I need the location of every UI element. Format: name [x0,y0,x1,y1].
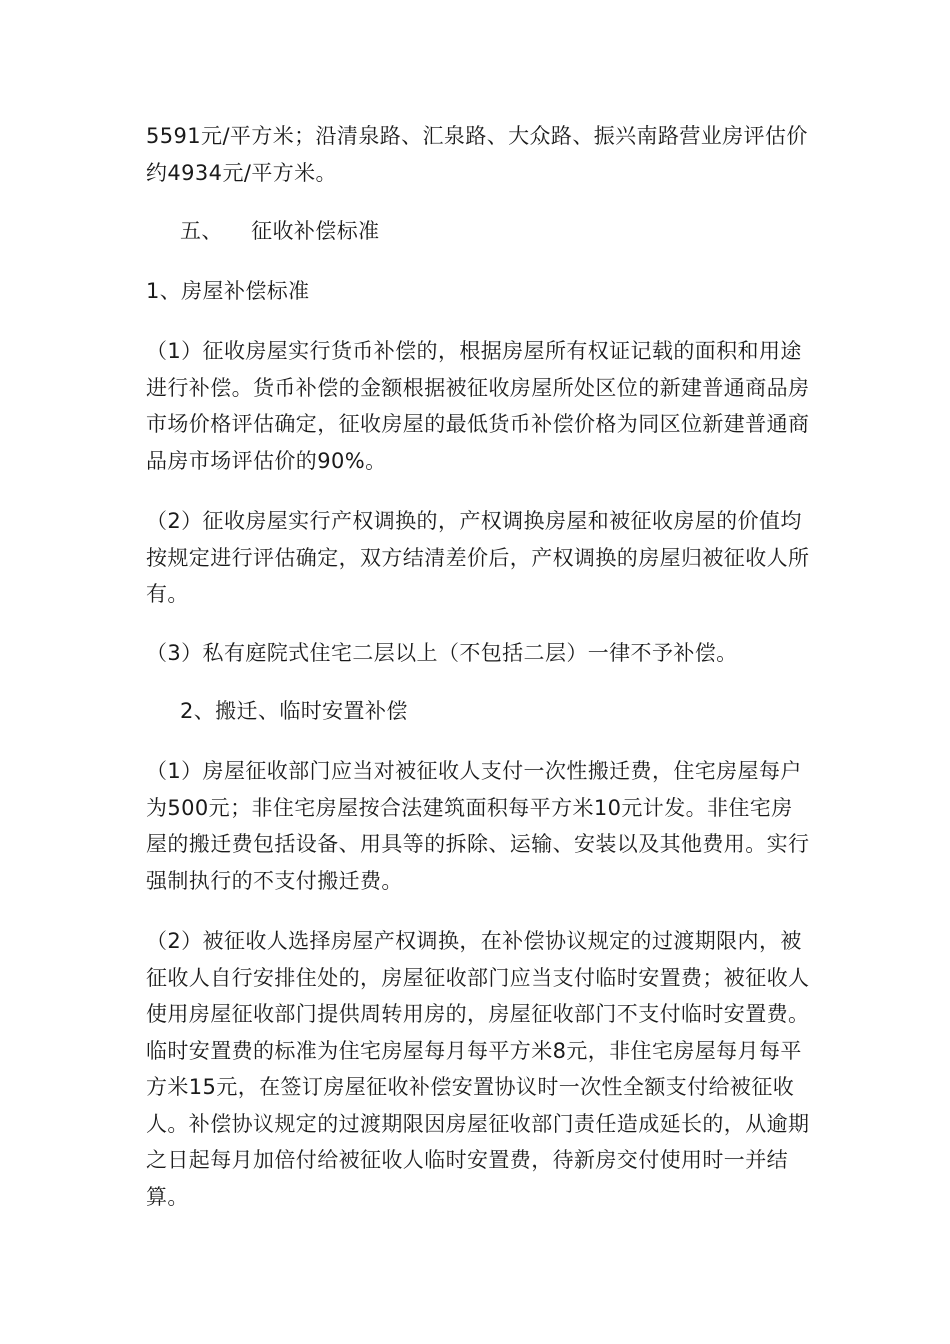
paragraph-temporary-housing-fee: （2）被征收人选择房屋产权调换，在补偿协议规定的过渡期限内，被征收人自行安排住处的，房屋征收部门应当支付临时安置费；被征收人使用房屋征收部门提供周转用房的，房屋征收部门不支付临时安置费。临时安置费的标准为住宅房屋每月每平方米8元，非住宅房屋每月每平方米15元，在签订房屋征收补偿安置协议时一次性全额支付给被征收人。补偿协议规定的过渡期限因房屋征收部门责任造成延长的，从逾期之日起每月加倍付给被征收人临时安置费，待新房交付使用时一并结算。 [146,929,810,1209]
paragraph-property-exchange: （2）征收房屋实行产权调换的，产权调换房屋和被征收房屋的价值均按规定进行评估确定，双方结清差价后，产权调换的房屋归被征收人所有。 [146,509,810,606]
paragraph-price-continuation: 5591元/平方米；沿清泉路、汇泉路、大众路、振兴南路营业房评估价约4934元/平方米。 [146,124,808,185]
paragraph-courtyard-rule: （3）私有庭院式住宅二层以上（不包括二层）一律不予补偿。 [146,641,738,665]
subsection-heading-relocation: 2、搬迁、临时安置补偿 [180,699,408,723]
subsection-heading-house-compensation: 1、房屋补偿标准 [146,279,310,303]
section-heading-five: 五、 征收补偿标准 [180,219,380,243]
paragraph-monetary-compensation: （1）征收房屋实行货币补偿的，根据房屋所有权证记载的面积和用途进行补偿。货币补偿的金额根据被征收房屋所处区位的新建普通商品房市场价格评估确定，征收房屋的最低货币补偿价格为同区位新建普通商品房市场评估价的90%。 [146,339,810,473]
paragraph-relocation-fee: （1）房屋征收部门应当对被征收人支付一次性搬迁费，住宅房屋每户为500元；非住宅房屋按合法建筑面积每平方米10元计发。非住宅房屋的搬迁费包括设备、用具等的拆除、运输、安装以及其他费用。实行强制执行的不支付搬迁费。 [146,759,810,893]
